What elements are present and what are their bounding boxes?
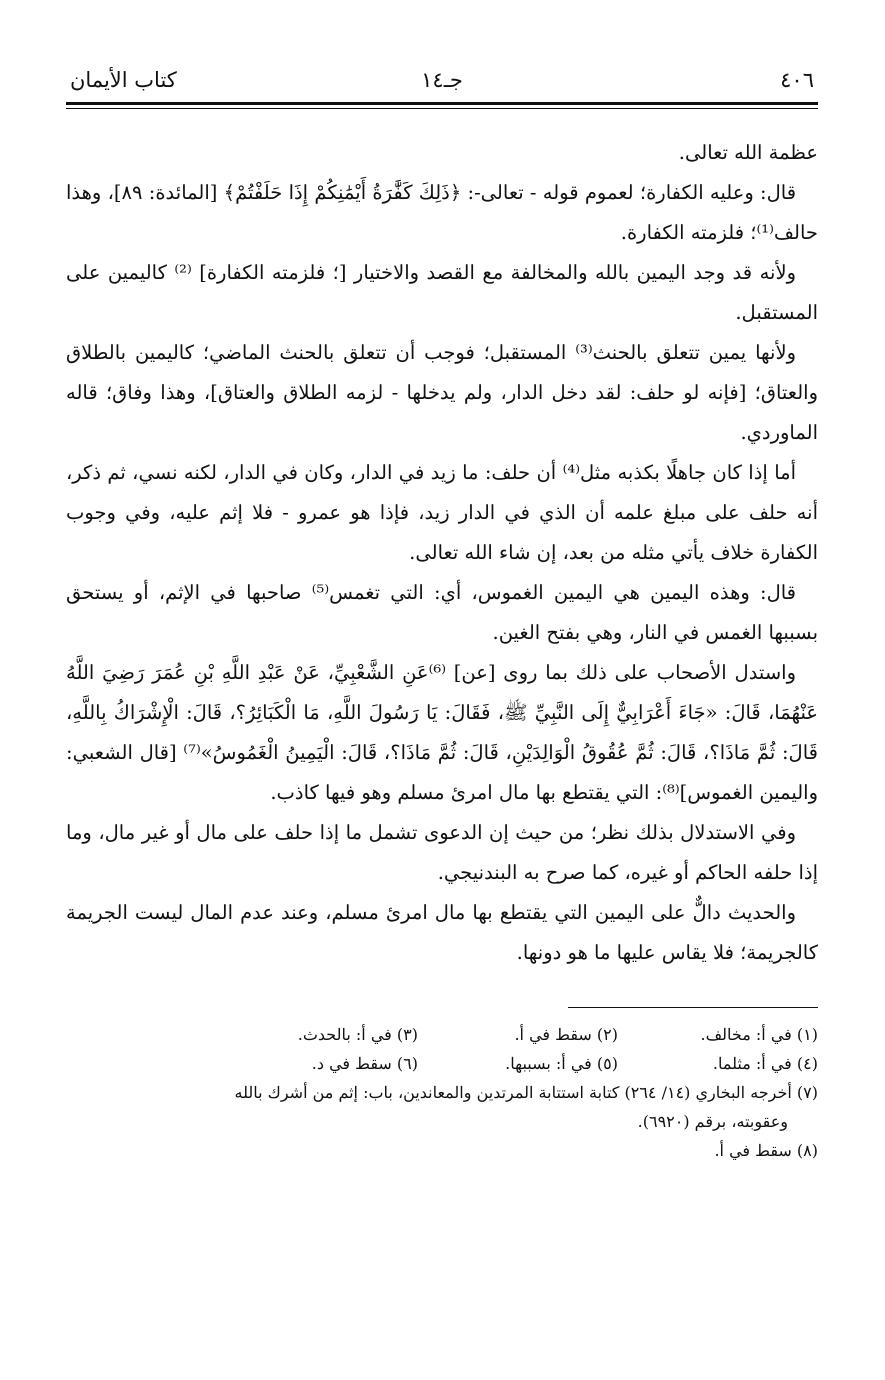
paragraph-6: قال: وهذه اليمين هي اليمين الغموس، أي: التي تغمس⁽⁵⁾ صاحبها في الإثم، أو يستحق بسببها الغمس في النار، وهي بفتح الغين. <box>66 581 818 644</box>
footnote-6: (٦) سقط في د. <box>311 1054 418 1073</box>
footnote-3: (٣) في أ: بالحدث. <box>297 1025 418 1044</box>
footnote-separator <box>568 1007 818 1008</box>
footnote-7-continuation: وعقوبته، برقم (٦٩٢٠). <box>637 1112 788 1131</box>
page-number: ٤٠٦ <box>780 68 814 92</box>
footnote-row <box>66 1020 818 1049</box>
footnote-2: (٢) سقط في أ. <box>514 1025 618 1044</box>
header-rule-thin <box>66 108 818 109</box>
header-rule-thick <box>66 102 818 105</box>
footnote-row <box>66 1049 818 1078</box>
footnote-1: (١) في أ: مخالف. <box>700 1025 818 1044</box>
book-title: كتاب الأيمان <box>70 68 177 92</box>
paragraph-5: أما إذا كان جاهلًا بكذبه مثل⁽⁴⁾ أن حلف: ما زيد في الدار، وكان في الدار، لكنه نسي، ثم ذكر، أنه حلف على مبلغ علمه أن الذي في الدار زيد، فإذا هو عمرو - فلا إثم عليه، وفي وجوب الكفارة خلاف يأتي مثله من بعد، إن شاء الله تعالى. <box>66 461 818 564</box>
paragraph-4: ولأنها يمين تتعلق بالحنث⁽³⁾ المستقبل؛ فوجب أن تتعلق بالحنث الماضي؛ كاليمين بالطلاق والعتاق؛ [فإنه لو حلف: لقد دخل الدار، ولم يدخلها - لزمه الطلاق والعتاق]، وهذا وفاق؛ قاله الماوردي. <box>66 341 818 444</box>
running-header <box>66 60 818 100</box>
footnote-5: (٥) في أ: بسببها. <box>505 1054 618 1073</box>
book-page <box>66 60 818 1165</box>
paragraph-8: وفي الاستدلال بذلك نظر؛ من حيث إن الدعوى تشمل ما إذا حلف على مال أو غير مال، وما إذا حلفه الحاكم أو غيره، كما صرح به البندنيجي. <box>66 821 818 884</box>
footnote-7: (٧) أخرجه البخاري (١٤/ ٢٦٤) كتابة استتابة المرتدين والمعاندين، باب: إثم من أشرك بالله <box>234 1083 818 1102</box>
paragraph-2: قال: وعليه الكفارة؛ لعموم قوله - تعالى-: ﴿ذَلِكَ كَفَّٰرَةُ أَيْمَٰنِكُمْ إِذَا حَلَفْتُمْ﴾ [المائدة: ٨٩]، وهذا حالف⁽¹⁾؛ فلزمته الكفارة. <box>66 181 818 244</box>
paragraph-1: عظمة الله تعالى. <box>678 141 818 164</box>
paragraph-9: والحديث دالٌّ على اليمين التي يقتطع بها مال امرئ مسلم، وعند عدم المال ليست الجريمة كالجريمة؛ فلا يقاس عليها ما هو دونها. <box>66 901 818 964</box>
paragraph-3: ولأنه قد وجد اليمين بالله والمخالفة مع القصد والاختيار [؛ فلزمته الكفارة] ⁽²⁾ كاليمين على المستقبل. <box>66 261 818 324</box>
main-text <box>66 133 818 973</box>
paragraph-7: واستدل الأصحاب على ذلك بما روى [عن] ⁽⁶⁾عَنِ الشَّعْبِيِّ، عَنْ عَبْدِ اللَّهِ بْنِ عُمَرَ رَضِيَ اللَّهُ عَنْهُمَا، قَالَ: «جَاءَ أَعْرَابِيٌّ إِلَى النَّبِيِّ ﷺ، فَقَالَ: يَا رَسُولَ اللَّهِ، مَا الْكَبَائِرُ؟، قَالَ: الْإِشْرَاكُ بِاللَّهِ، قَالَ: ثُمَّ مَاذَا؟، قَالَ: ثُمَّ عُقُوقُ الْوَالِدَيْنِ، قَالَ: ثُمَّ مَاذَا؟، قَالَ: الْيَمِينُ الْغَمُوسُ»⁽⁷⁾ [قال الشعبي: واليمين الغموس]⁽⁸⁾: التي يقتطع بها مال امرئ مسلم وهو فيها كاذب. <box>66 661 818 804</box>
footnotes <box>66 1020 818 1165</box>
footnote-4: (٤) في أ: مثلما. <box>712 1054 818 1073</box>
footnote-8: (٨) سقط في أ. <box>714 1141 818 1160</box>
volume-label: جـ١٤ <box>421 68 463 92</box>
